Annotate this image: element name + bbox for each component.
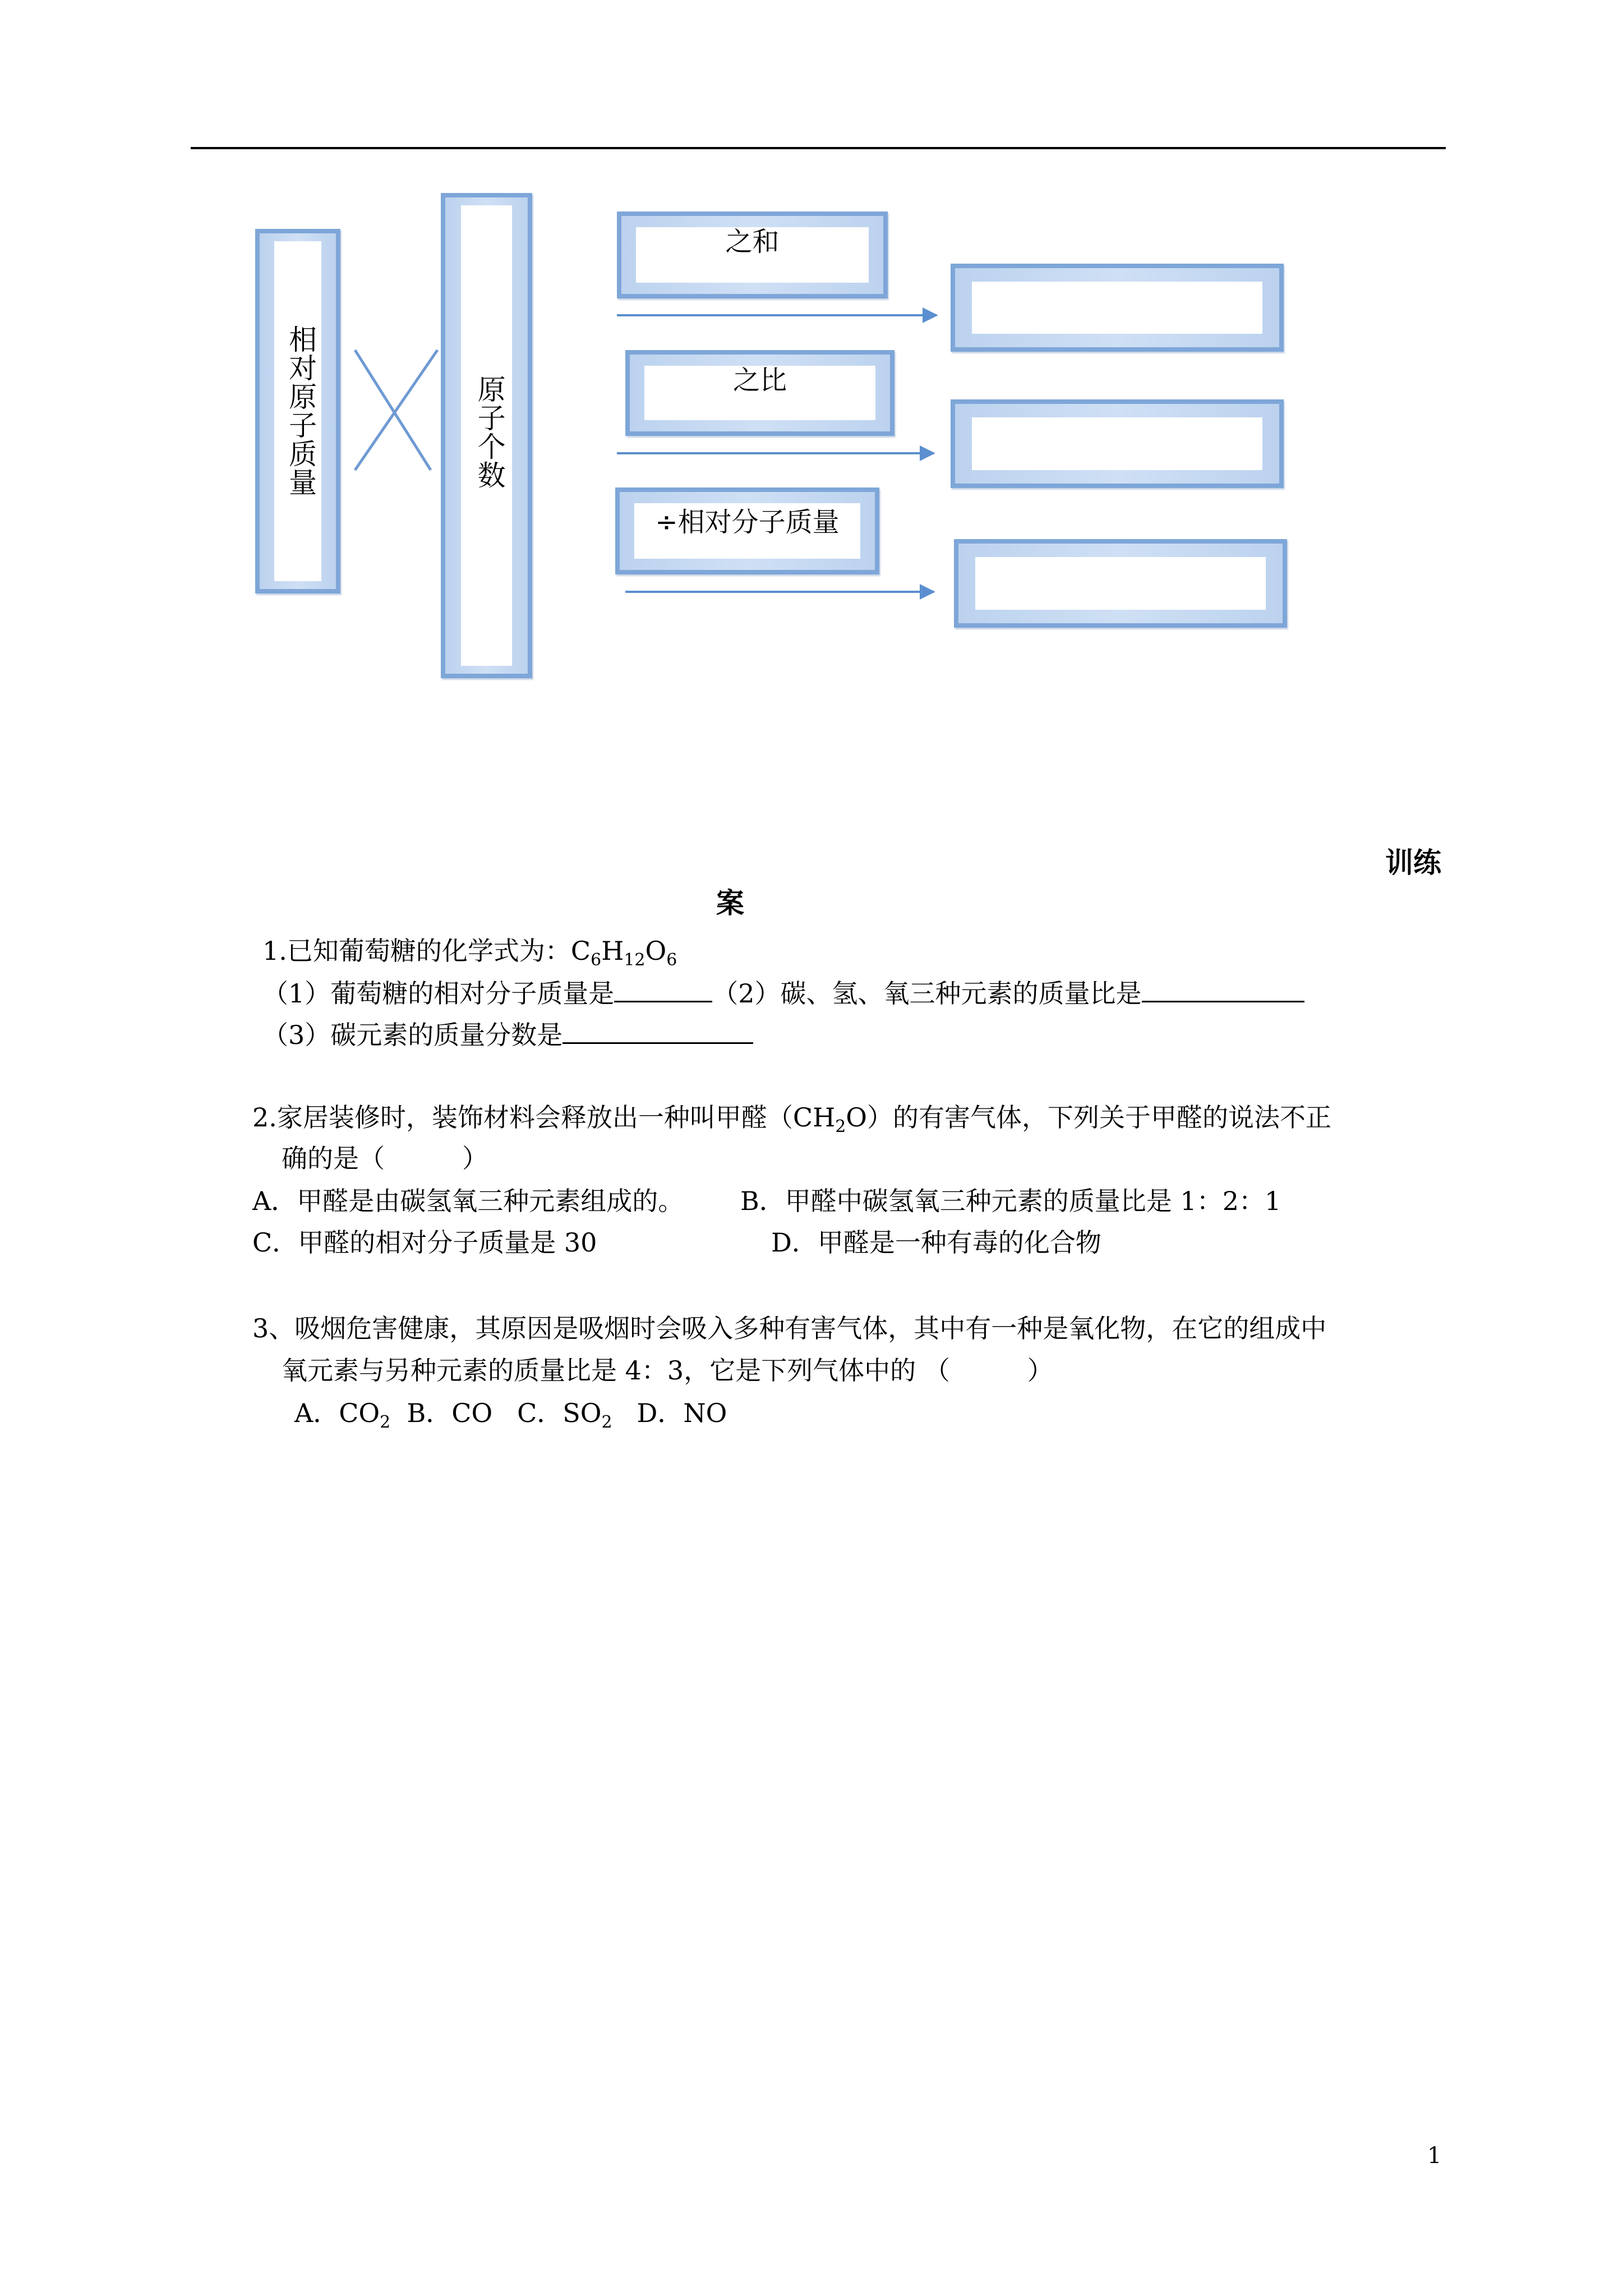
- q3-option-b[interactable]: B．CO: [407, 1398, 493, 1428]
- q3-option-c[interactable]: C．$SO_2$: [517, 1398, 612, 1432]
- q1-part1-text: （1）葡萄糖的相对分子质量是: [262, 978, 615, 1009]
- q3-option-d[interactable]: D．NO: [637, 1398, 727, 1428]
- glucose-formula: $C_6H_{12}O_6$: [570, 936, 677, 970]
- q3-stem-line1: 3、吸烟危害健康，其原因是吸烟时会吸入多种有害气体，其中有一种是氧化物，在它的组成中: [252, 1313, 1327, 1343]
- q1-stem: [262, 934, 677, 968]
- diagram-connectors: [0, 0, 1623, 729]
- ratio-label: 之比: [732, 365, 787, 396]
- q1-parts-1-2: [262, 975, 1304, 1010]
- q1-answer-blank-2[interactable]: [1142, 975, 1304, 1002]
- sum-label: 之和: [725, 226, 780, 257]
- q1-answer-blank-1[interactable]: [614, 975, 712, 1002]
- heading-part1: 训练: [1385, 846, 1441, 879]
- q1-answer-blank-3[interactable]: [562, 1016, 753, 1044]
- q3-option-a[interactable]: A．$CO_2$: [294, 1398, 391, 1432]
- q3-options: [294, 1396, 727, 1430]
- q2-stem-line2: 确的是（ ）: [282, 1143, 488, 1174]
- page-number: 1: [1427, 2143, 1442, 2169]
- q2-option-a[interactable]: A．甲醛是由碳氢氧三种元素组成的。: [252, 1186, 684, 1216]
- atom-count-label: 原子个数: [477, 374, 506, 492]
- heading-part2: 案: [716, 886, 744, 919]
- q2-stem-line1: 2.家居装修时，装饰材料会释放出一种叫甲醛$(CH_2O)$的有害气体，下列关于甲醛的说法不正: [252, 1102, 1332, 1137]
- q3-stem-line2: 氧元素与另种元素的质量比是 4：3，它是下列气体中的 （ ）: [282, 1355, 1053, 1386]
- divide-label: ÷相对分子质量: [655, 507, 840, 538]
- q2-option-d[interactable]: D．甲醛是一种有毒的化合物: [771, 1227, 1101, 1258]
- relative-atomic-mass-label: 相对原子质量: [289, 324, 317, 499]
- q1-stem-text: 1.已知葡萄糖的化学式为：: [262, 936, 571, 966]
- q1-part3-text: （3）碳元素的质量分数是: [262, 1020, 563, 1050]
- q2-option-c[interactable]: C．甲醛的相对分子质量是 30: [252, 1227, 597, 1258]
- q1-part2-text: （2）碳、氢、氧三种元素的质量比是: [712, 978, 1142, 1009]
- q2-option-b[interactable]: B．甲醛中碳氢氧三种元素的质量比是 1：2：1: [740, 1186, 1281, 1216]
- q1-part3: [262, 1016, 753, 1052]
